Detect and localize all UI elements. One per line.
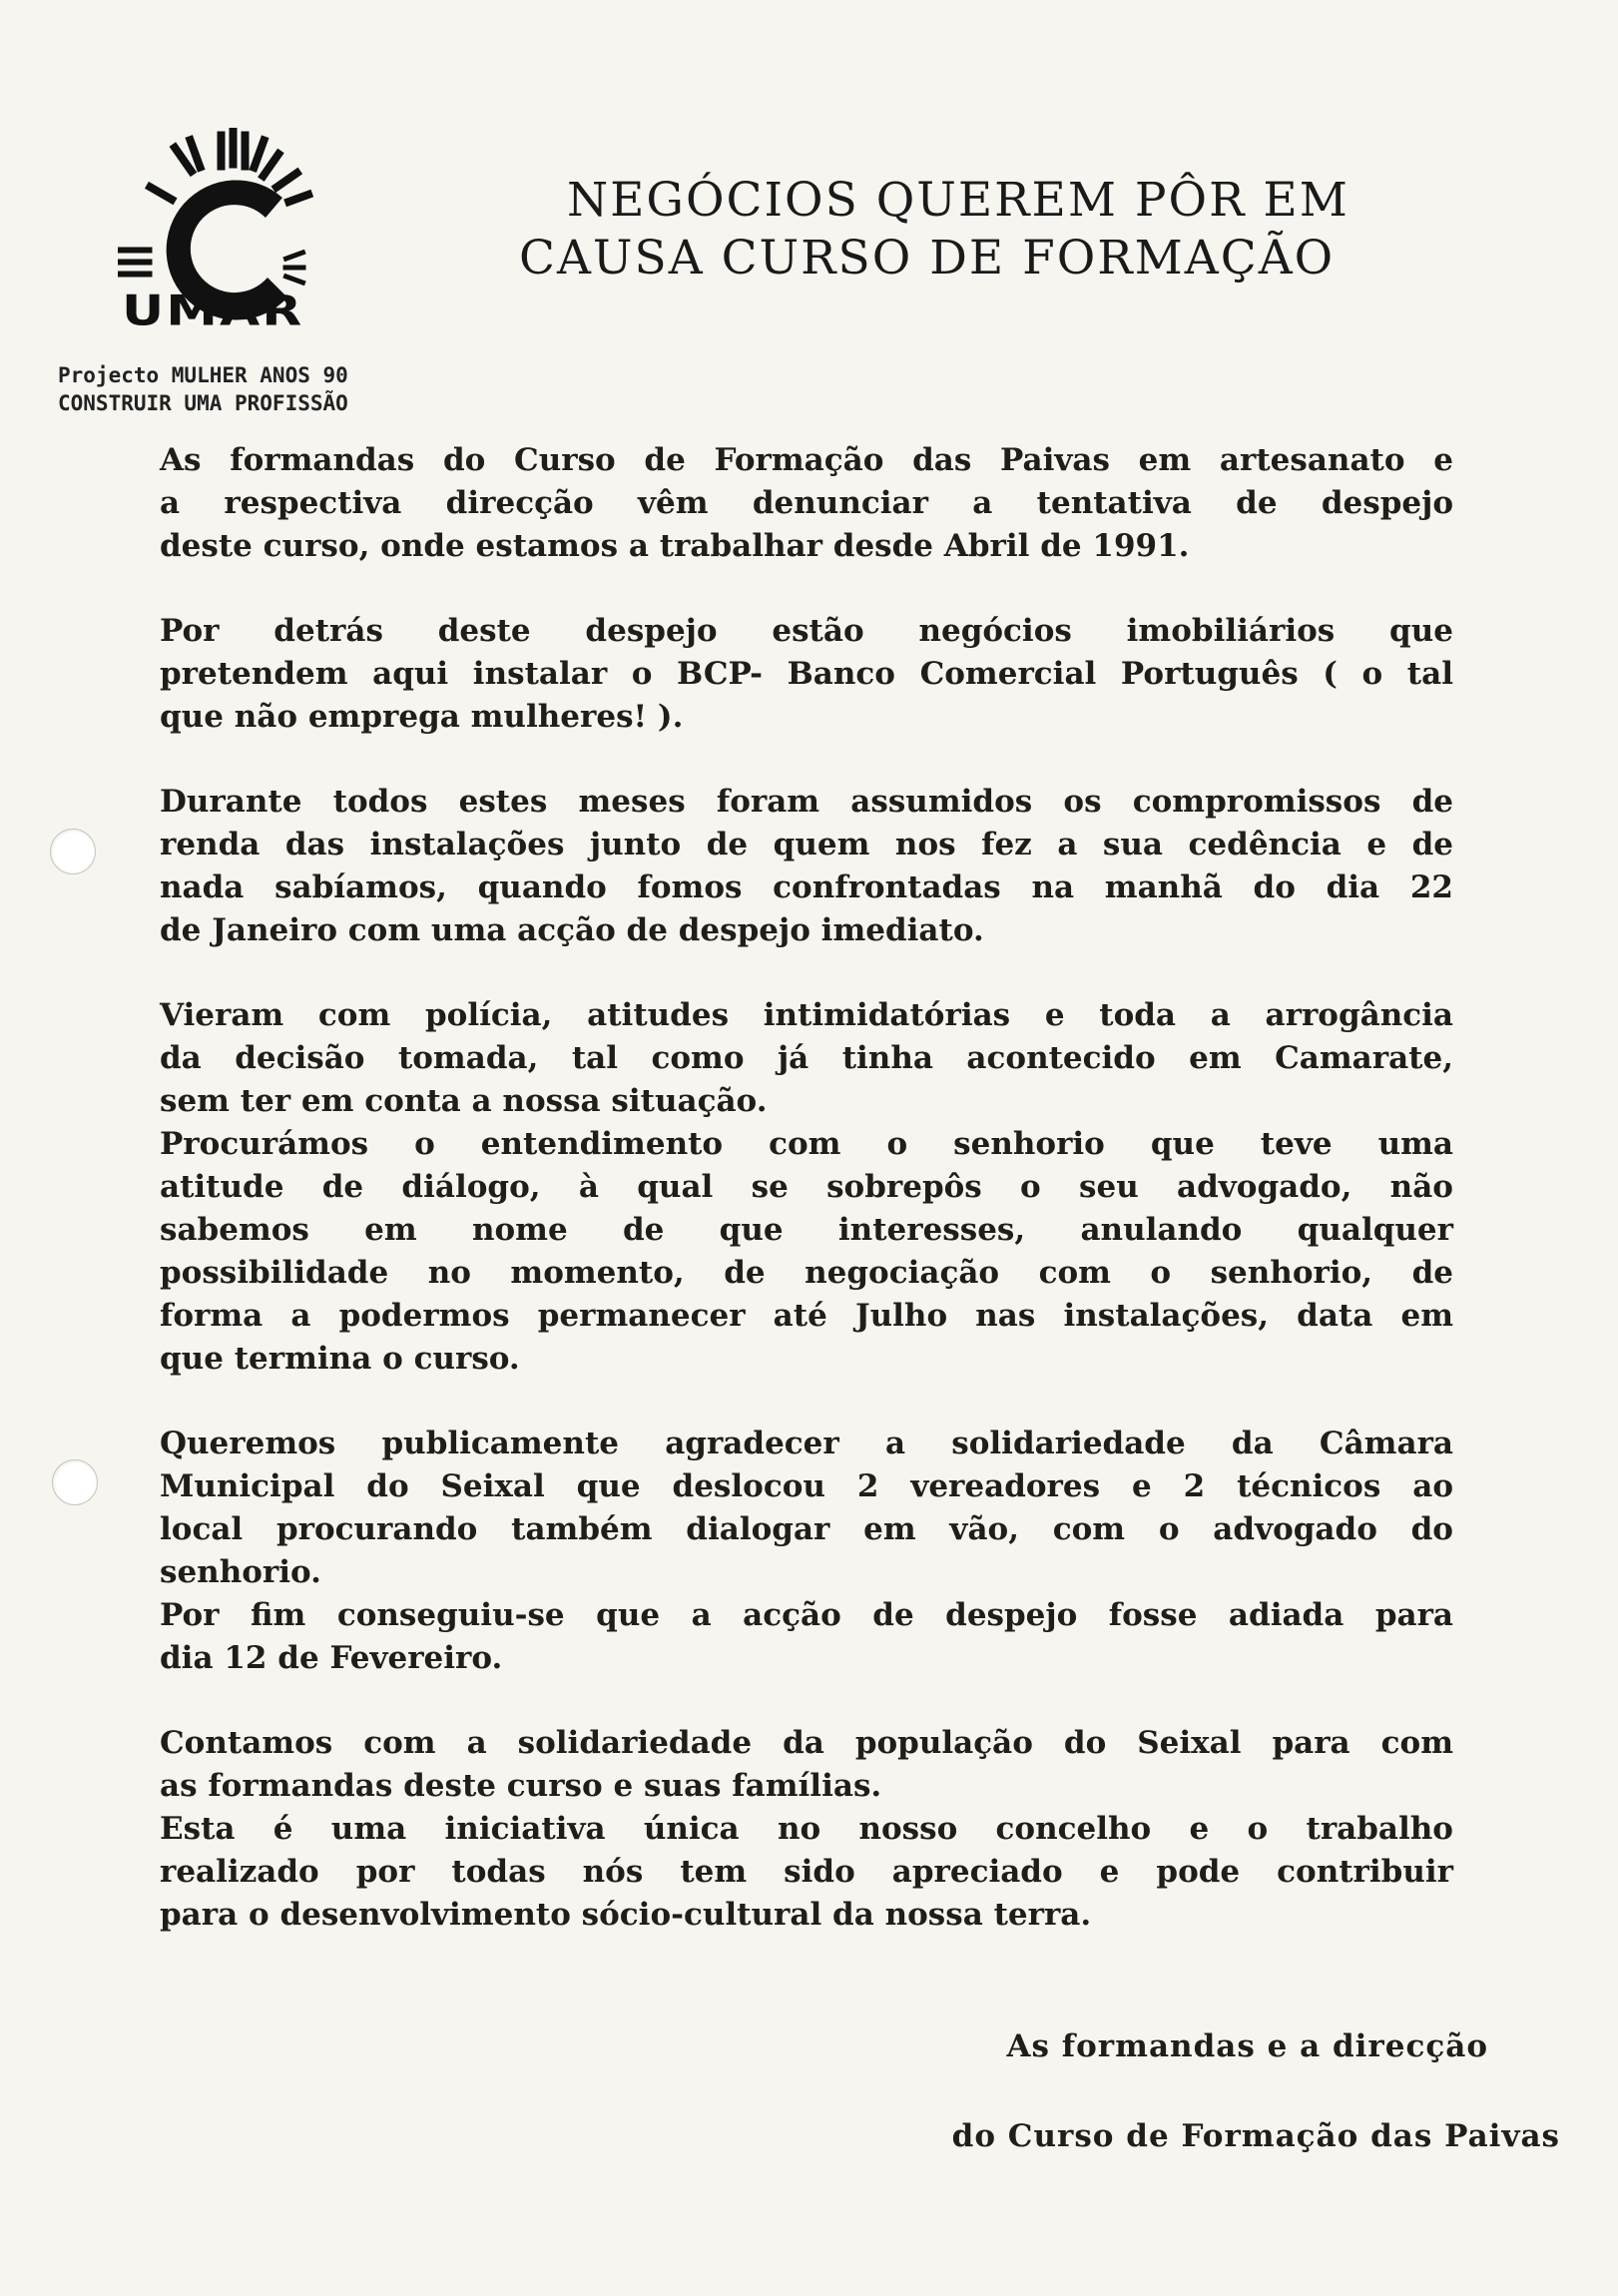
text-line: nada sabíamos, quando fomos confrontadas na manhã do dia 22	[160, 869, 1453, 905]
text-line: Contamos com a solidariedade da população do Seixal para com	[160, 1725, 1453, 1761]
paragraph	[160, 1808, 1453, 1937]
text-line: sabemos em nome de que interesses, anulando qualquer	[160, 1212, 1453, 1248]
page-title	[519, 172, 1417, 287]
text-line: Queremos publicamente agradecer a solidariedade da Câmara	[160, 1426, 1453, 1461]
punch-hole-bottom	[52, 1459, 98, 1505]
letter-body	[160, 439, 1453, 1979]
project-caption	[58, 361, 348, 417]
text-line: dia 12 de Fevereiro.	[160, 1640, 503, 1676]
text-line: para o desenvolvimento sócio-cultural da nossa terra.	[160, 1897, 1092, 1933]
text-line: realizado por todas nós tem sido apreciado e pode contribuir	[160, 1854, 1453, 1890]
paragraph	[160, 610, 1453, 739]
text-line: Vieram com polícia, atitudes intimidatórias e toda a arrogância	[160, 997, 1453, 1033]
text-line: Procurámos o entendimento com o senhorio que teve uma	[160, 1126, 1453, 1162]
text-line: possibilidade no momento, de negociação com o senhorio, de	[160, 1255, 1453, 1291]
logo-wordmark: UMAR	[122, 287, 304, 335]
text-line: Durante todos estes meses foram assumidos os compromissos de	[160, 784, 1453, 820]
text-line: deste curso, onde estamos a trabalhar desde Abril de 1991.	[160, 528, 1190, 564]
title-line-1: NEGÓCIOS QUEREM PÔR EM	[567, 173, 1349, 228]
text-line: atitude de diálogo, à qual se sobrepôs o seu advogado, não	[160, 1169, 1453, 1205]
text-line: Por fim conseguiu-se que a acção de despejo fosse adiada para	[160, 1597, 1453, 1633]
text-line: as formandas deste curso e suas famílias.	[160, 1768, 882, 1804]
text-line: As formandas do Curso de Formação das Paivas em artesanato e	[160, 442, 1453, 478]
text-line: Por detrás deste despejo estão negócios imobiliários que	[160, 613, 1453, 649]
paragraph	[160, 439, 1453, 568]
signoff-line-1: As formandas e a direcção	[1006, 2028, 1488, 2064]
text-line: Municipal do Seixal que deslocou 2 vereadores e 2 técnicos ao	[160, 1468, 1453, 1504]
project-line-2: CONSTRUIR UMA PROFISSÃO	[58, 391, 348, 415]
text-line: pretendem aqui instalar o BCP- Banco Comercial Português ( o tal	[160, 656, 1453, 692]
signoff-line-2: do Curso de Formação das Paivas	[951, 2118, 1560, 2154]
project-line-1: Projecto MULHER ANOS 90	[58, 363, 348, 387]
paragraph	[160, 994, 1453, 1123]
paragraph	[160, 781, 1453, 952]
text-line: renda das instalações junto de quem nos fez a sua cedência e de	[160, 827, 1453, 862]
paragraph	[160, 1123, 1453, 1381]
text-line: sem ter em conta a nossa situação.	[160, 1083, 768, 1119]
paragraph	[160, 1722, 1453, 1808]
text-line: senhorio.	[160, 1554, 321, 1590]
paragraph	[160, 1594, 1453, 1680]
text-line: que termina o curso.	[160, 1341, 520, 1377]
punch-hole-top	[50, 829, 96, 874]
text-line: a respectiva direcção vêm denunciar a tentativa de despejo	[160, 485, 1453, 521]
text-line: da decisão tomada, tal como já tinha acontecido em Camarate,	[160, 1040, 1453, 1076]
paragraph	[160, 1423, 1453, 1594]
text-line: de Janeiro com uma acção de despejo imediato.	[160, 912, 984, 948]
title-line-2: CAUSA CURSO DE FORMAÇÃO	[519, 231, 1336, 286]
text-line: que não emprega mulheres! ).	[160, 699, 684, 735]
text-line: forma a podermos permanecer até Julho nas instalações, data em	[160, 1298, 1453, 1334]
text-line: Esta é uma iniciativa única no nosso concelho e o trabalho	[160, 1811, 1453, 1847]
text-line: local procurando também dialogar em vão, com o advogado do	[160, 1511, 1453, 1547]
